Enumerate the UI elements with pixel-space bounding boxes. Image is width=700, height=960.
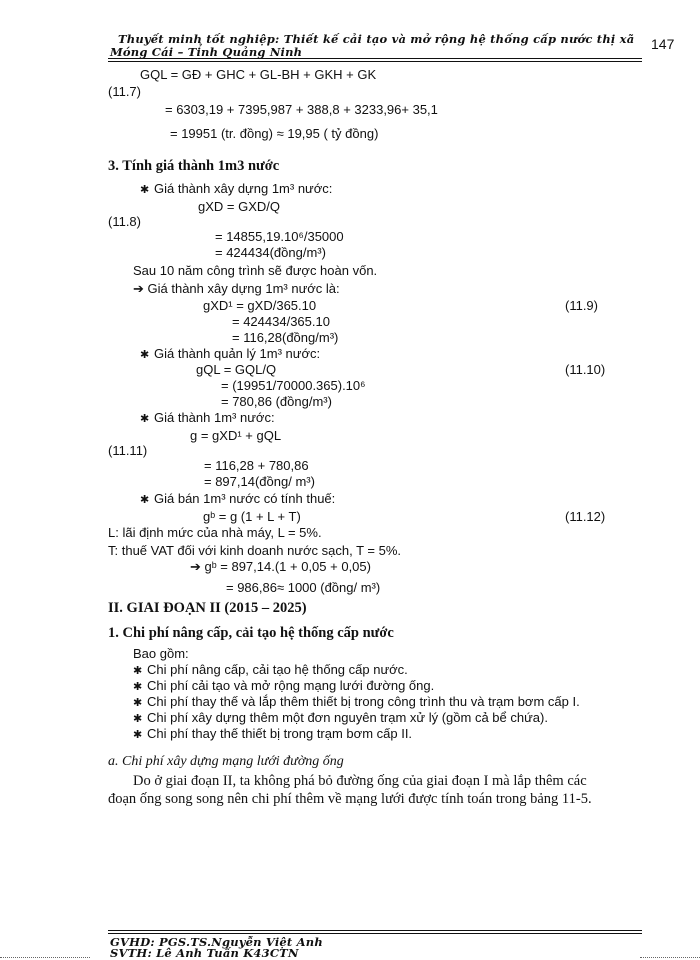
bullet-item: ✱ Giá bán 1m³ nước có tính thuế: [140, 491, 336, 506]
equation-label-11-10: (11.10) [565, 362, 606, 377]
footer-advisor: GVHD: PGS.TS.Nguyễn Việt Anh [110, 935, 323, 949]
equation-11-11-b: = 897,14(đồng/ m³) [204, 474, 315, 489]
text-includes: Bao gồm: [133, 646, 189, 661]
equation-11-8-b: = 424434(đồng/m³) [215, 245, 326, 260]
star-bullet-icon: ✱ [133, 665, 143, 677]
section-1-title: 1. Chi phí nâng cấp, cải tạo hệ thống cấp nước [108, 625, 394, 641]
star-bullet-icon: ✱ [140, 184, 150, 196]
bullet-item: ✱ Giá thành xây dựng 1m³ nước: [140, 181, 333, 196]
equation-label-11-12: (11.12) [565, 509, 606, 524]
star-bullet-icon: ✱ [133, 697, 143, 709]
equation-label-11-8: (11.8) [108, 214, 141, 229]
subsection-a-title: a. Chi phí xây dựng mạng lưới đường ống [108, 754, 344, 769]
arrow-right-icon: ➔ [133, 281, 148, 296]
equation-label-11-9: (11.9) [565, 298, 598, 313]
arrow-right-icon: ➔ [190, 559, 205, 574]
page-edge-dots-left [0, 957, 90, 958]
paragraph-line-1: Do ở giai đoạn II, ta không phá bỏ đường ống của giai đoạn I mà lắp thêm các [133, 773, 587, 789]
header-title-line2: Móng Cái – Tỉnh Quảng Ninh [110, 45, 303, 59]
equation-11-9-b: = 424434/365.10 [232, 314, 330, 329]
equation-gql: GQL = GĐ + GHC + GL-BH + GKH + GK [140, 67, 377, 82]
equation-11-10-c: = 780,86 (đồng/m³) [221, 394, 332, 409]
page-edge-dots-right [640, 957, 700, 958]
star-bullet-icon: ✱ [140, 413, 150, 425]
equation-11-10-b: = (19951/70000.365).10⁶ [221, 378, 366, 393]
star-bullet-icon: ✱ [140, 494, 150, 506]
footer-rule [108, 930, 642, 931]
equation-label-11-11: (11.11) [108, 443, 148, 458]
bullet-item: ✱ Giá thành 1m³ nước: [140, 410, 275, 425]
text-payback: Sau 10 năm công trình sẽ được hoàn vốn. [133, 263, 378, 278]
paragraph-line-2: đoạn ống song song nên chi phí thêm về mạng lưới được tính toán trong bảng 11-5. [108, 791, 592, 807]
equation-gb-b: = 986,86≈ 1000 (đồng/ m³) [226, 580, 381, 595]
page-number: 147 [651, 36, 675, 52]
equation-11-9-a: gXD¹ = gXD/365.10 [203, 298, 317, 313]
footer-rule-double [108, 933, 642, 934]
equation-11-7-result: = 19951 (tr. đồng) ≈ 19,95 ( tỷ đồng) [170, 126, 379, 141]
list-item: ✱ Chi phí cải tạo và mở rộng mạng lưới đường ống. [133, 678, 435, 693]
definition-T: T: thuế VAT đối với kinh doanh nước sạch, T = 5%. [108, 543, 402, 558]
equation-label-11-7: (11.7) [108, 84, 141, 99]
arrow-item: ➔ Giá thành xây dựng 1m³ nước là: [133, 281, 340, 296]
equation-11-11-a: = 116,28 + 780,86 [204, 458, 309, 473]
list-item: ✱ Chi phí nâng cấp, cải tạo hệ thống cấp nước. [133, 662, 408, 677]
equation-gb-a: ➔ gᵇ = 897,14.(1 + 0,05 + 0,05) [190, 559, 371, 574]
equation-11-7-sum: = 6303,19 + 7395,987 + 388,8 + 3233,96+ 35,1 [165, 102, 438, 117]
list-item: ✱ Chi phí thay thế và lắp thêm thiết bị trong công trình thu và trạm bơm cấp I. [133, 694, 580, 709]
star-bullet-icon: ✱ [133, 729, 143, 741]
phase-2-title: II. GIAI ĐOẠN II (2015 – 2025) [108, 600, 307, 616]
equation-gb: gᵇ = g (1 + L + T) [203, 509, 301, 524]
equation-g: g = gXD¹ + gQL [190, 428, 282, 443]
star-bullet-icon: ✱ [133, 681, 143, 693]
header-rule [108, 58, 642, 59]
header-title-line1: Thuyết minh tốt nghiệp: Thiết kế cải tạo và mở rộng hệ thống cấp nước thị xã [118, 32, 635, 46]
star-bullet-icon: ✱ [140, 349, 150, 361]
definition-L: L: lãi định mức của nhà máy, L = 5%. [108, 525, 322, 540]
list-item: ✱ Chi phí xây dựng thêm một đơn nguyên trạm xử lý (gồm cả bể chứa). [133, 710, 548, 725]
equation-gxd: gXD = GXD/Q [198, 199, 280, 214]
equation-11-9-c: = 116,28(đồng/m³) [232, 330, 339, 345]
list-item: ✱ Chi phí thay thế thiết bị trong trạm bơm cấp II. [133, 726, 413, 741]
footer-student: SVTH: Lê Anh Tuấn K43CTN [110, 946, 299, 960]
star-bullet-icon: ✱ [133, 713, 143, 725]
equation-11-8-a: = 14855,19.10⁶/35000 [215, 229, 344, 244]
header-rule-double [108, 61, 642, 62]
section-3-title: 3. Tính giá thành 1m3 nước [108, 158, 280, 174]
equation-11-10-a: gQL = GQL/Q [196, 362, 277, 377]
bullet-item: ✱ Giá thành quản lý 1m³ nước: [140, 346, 321, 361]
